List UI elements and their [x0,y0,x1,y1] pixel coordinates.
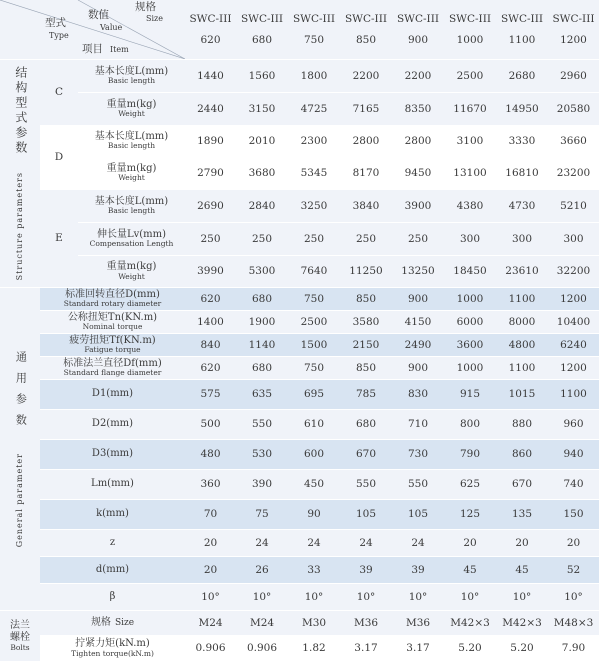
general-8-value-3: 105 [340,500,392,530]
structure-c-0-value-0: 1440 [185,60,236,93]
general-item-4 [40,380,185,410]
structure-item-d-1-cn: 重量m(kg) [106,162,157,174]
structure-e-0-value-0: 2690 [185,190,236,223]
structure-e-2-value-5: 18450 [444,256,496,288]
header-size-model: SWC-III [344,13,387,26]
bolts-1-value-1: 0.906 [236,636,288,662]
structure-c-0-value-1: 1560 [236,60,288,93]
structure-e-row-1 [0,223,599,256]
header-size-model: SWC-III [189,13,232,26]
bolts-row-1 [0,636,599,662]
general-0-value-2: 750 [288,288,340,311]
structure-e-0-value-3: 3840 [340,190,392,223]
structure-e-1-value-0: 250 [185,223,236,256]
header-size-1 [236,0,288,60]
general-3-value-0: 620 [185,357,236,380]
general-10-value-4: 39 [392,557,444,584]
header-item-cn: 项目 [82,43,103,55]
header-size-2 [288,0,340,60]
structure-e-1-value-3: 250 [340,223,392,256]
header-size-model: SWC-III [292,13,335,26]
structure-e-row-2 [0,256,599,288]
general-1-value-1: 1900 [236,311,288,334]
header-size-number: 1200 [560,33,587,46]
structure-e-0-value-1: 2840 [236,190,288,223]
general-10-value-7: 52 [548,557,599,584]
general-2-value-2: 1500 [288,334,340,357]
general-label-en: General parameter [15,452,25,548]
structure-e-2-value-6: 23610 [496,256,548,288]
header-size-number: 680 [251,33,273,46]
header-corner-cell [0,0,185,60]
header-size-model: SWC-III [500,13,543,26]
structure-d-1-value-4: 9450 [392,157,444,190]
general-11-value-2: 10° [288,584,340,611]
header-value-cn: 数值 [88,9,109,21]
header-size-3 [340,0,392,60]
structure-c-0-value-4: 2200 [392,60,444,93]
general-9-value-2: 24 [288,530,340,557]
general-item-0 [40,288,185,311]
general-row-5 [0,410,599,440]
structure-c-1-value-3: 7165 [340,93,392,126]
structure-e-0-value-5: 4380 [444,190,496,223]
header-size-model: SWC-III [552,13,595,26]
general-row-4 [0,380,599,410]
header-size-number: 1000 [456,33,484,46]
general-0-value-3: 850 [340,288,392,311]
general-7-value-4: 550 [392,470,444,500]
general-11-value-0: 10° [185,584,236,611]
general-row-1 [0,311,599,334]
general-7-value-7: 740 [548,470,599,500]
structure-c-0-value-2: 1800 [288,60,340,93]
general-4-value-7: 1100 [548,380,599,410]
general-5-value-6: 880 [496,410,548,440]
bolts-1-value-2: 1.82 [288,636,340,662]
structure-d-1-value-5: 13100 [444,157,496,190]
general-3-value-1: 680 [236,357,288,380]
general-1-value-5: 6000 [444,311,496,334]
structure-item-d-0-cn: 基本长度L(mm) [94,130,169,142]
structure-item-d-1-en: Weight [118,173,145,183]
general-6-value-2: 600 [288,440,340,470]
general-item-1 [40,311,185,334]
general-item-11-cn: β [109,590,116,602]
header-size-0 [185,0,236,60]
general-item-5 [40,410,185,440]
bolts-0-value-6: M42×3 [496,611,548,636]
structure-e-0-value-2: 3250 [288,190,340,223]
general-item-1-en: Nominal torque [82,322,143,332]
general-0-value-4: 900 [392,288,444,311]
structure-d-0-value-7: 3660 [548,126,599,157]
structure-d-0-value-3: 2800 [340,126,392,157]
bolts-1-value-6: 5.20 [496,636,548,662]
general-9-value-4: 24 [392,530,444,557]
general-7-value-3: 550 [340,470,392,500]
header-type-cn: 型式 [45,17,66,29]
bolts-0-value-4: M36 [392,611,444,636]
general-4-value-4: 830 [392,380,444,410]
general-item-10 [40,557,185,584]
general-8-value-5: 125 [444,500,496,530]
structure-d-0-value-0: 1890 [185,126,236,157]
bolts-0-value-1: M24 [236,611,288,636]
general-6-value-4: 730 [392,440,444,470]
general-2-value-1: 1140 [236,334,288,357]
structure-e-1-value-6: 300 [496,223,548,256]
general-item-7-cn: Lm(mm) [91,478,134,490]
bolts-item-1-cn: 拧紧力矩(kN.m) [75,638,150,650]
structure-label-cn: 结构型式参数 [13,66,28,157]
general-0-value-7: 1200 [548,288,599,311]
structure-d-0-value-2: 2300 [288,126,340,157]
general-5-value-4: 710 [392,410,444,440]
structure-d-1-value-0: 2790 [185,157,236,190]
structure-d-1-value-7: 23200 [548,157,599,190]
structure-item-c-0-cn: 基本长度L(mm) [94,65,169,77]
general-row-0 [0,288,599,311]
structure-d-1-value-1: 3680 [236,157,288,190]
general-4-value-6: 1015 [496,380,548,410]
structure-item-e-1-cn: 伸长量Lv(mm) [96,228,167,240]
general-9-value-5: 20 [444,530,496,557]
general-item-0-en: Standard rotary diameter [63,299,162,309]
general-3-value-7: 1200 [548,357,599,380]
structure-c-0-value-5: 2500 [444,60,496,93]
general-10-value-3: 39 [340,557,392,584]
general-2-value-6: 4800 [496,334,548,357]
structure-d-1-value-6: 16810 [496,157,548,190]
general-7-value-0: 360 [185,470,236,500]
header-size-6 [496,0,548,60]
general-3-value-2: 750 [288,357,340,380]
general-2-value-7: 6240 [548,334,599,357]
bolts-0-value-7: M48×3 [548,611,599,636]
general-item-2 [40,334,185,357]
general-2-value-3: 2150 [340,334,392,357]
general-8-value-4: 105 [392,500,444,530]
structure-item-d-0-en: Basic length [107,141,156,151]
structure-d-0-value-6: 3330 [496,126,548,157]
structure-d-0-value-5: 3100 [444,126,496,157]
general-item-7 [40,470,185,500]
bolts-label-cn: 法兰螺栓 [10,619,30,643]
header-size-5 [444,0,496,60]
type-c-label: C [40,60,78,126]
structure-e-1-value-4: 250 [392,223,444,256]
general-section-label [0,288,40,611]
general-11-value-6: 10° [496,584,548,611]
structure-item-e-2-en: Weight [118,271,145,281]
general-item-11 [40,584,185,611]
structure-e-2-value-3: 11250 [340,256,392,288]
structure-section-label [0,60,40,288]
structure-d-0-value-4: 2800 [392,126,444,157]
structure-item-e-0-en: Basic length [107,206,156,216]
structure-e-1-value-7: 300 [548,223,599,256]
structure-e-2-value-0: 3990 [185,256,236,288]
bolts-row-0 [0,611,599,636]
general-8-value-1: 75 [236,500,288,530]
general-item-2-en: Fatigue torque [84,345,141,355]
header-row [0,0,599,60]
general-8-value-7: 150 [548,500,599,530]
general-4-value-5: 915 [444,380,496,410]
structure-e-0-value-4: 3900 [392,190,444,223]
general-5-value-2: 610 [288,410,340,440]
general-row-10 [0,557,599,584]
general-2-value-0: 840 [185,334,236,357]
general-item-9 [40,530,185,557]
structure-c-1-value-2: 4725 [288,93,340,126]
general-row-8 [0,500,599,530]
general-row-6 [0,440,599,470]
header-size-number: 900 [407,33,429,46]
general-5-value-7: 960 [548,410,599,440]
general-8-value-2: 90 [288,500,340,530]
general-3-value-5: 1000 [444,357,496,380]
type-e-label: E [40,190,78,288]
bolts-item-0-en: Size [114,618,135,629]
general-0-value-0: 620 [185,288,236,311]
structure-c-1-value-5: 11670 [444,93,496,126]
general-7-value-6: 670 [496,470,548,500]
general-9-value-7: 20 [548,530,599,557]
header-item-en: Item [110,45,129,54]
general-5-value-5: 800 [444,410,496,440]
structure-e-1-value-1: 250 [236,223,288,256]
general-row-2 [0,334,599,357]
general-4-value-3: 785 [340,380,392,410]
header-size-number: 750 [303,33,325,46]
structure-c-1-value-1: 3150 [236,93,288,126]
structure-e-1-value-5: 300 [444,223,496,256]
general-item-8 [40,500,185,530]
general-10-value-5: 45 [444,557,496,584]
general-1-value-4: 4150 [392,311,444,334]
general-1-value-3: 3580 [340,311,392,334]
general-5-value-3: 680 [340,410,392,440]
general-4-value-0: 575 [185,380,236,410]
general-item-4-cn: D1(mm) [91,388,134,400]
general-4-value-1: 635 [236,380,288,410]
structure-item-e-2 [78,256,185,288]
structure-d-1-value-3: 8170 [340,157,392,190]
structure-c-row-0 [0,60,599,93]
general-9-value-0: 20 [185,530,236,557]
bolts-section-label [0,611,40,662]
general-0-value-1: 680 [236,288,288,311]
structure-e-0-value-6: 4730 [496,190,548,223]
general-10-value-2: 33 [288,557,340,584]
structure-item-d-1 [78,157,185,190]
structure-c-0-value-3: 2200 [340,60,392,93]
general-6-value-6: 860 [496,440,548,470]
structure-c-row-1 [0,93,599,126]
structure-label-en: Structure parameters [15,172,25,281]
general-3-value-4: 900 [392,357,444,380]
bolts-item-0-line [40,617,185,629]
structure-item-c-0-en: Basic length [107,76,156,86]
structure-e-2-value-7: 32200 [548,256,599,288]
structure-c-1-value-4: 8350 [392,93,444,126]
bolts-item-0 [40,611,185,636]
bolts-1-value-3: 3.17 [340,636,392,662]
general-item-8-cn: k(mm) [96,508,129,520]
bolts-item-1 [40,636,185,662]
general-5-value-0: 500 [185,410,236,440]
general-5-value-1: 550 [236,410,288,440]
general-8-value-6: 135 [496,500,548,530]
general-11-value-5: 10° [444,584,496,611]
general-1-value-6: 8000 [496,311,548,334]
header-value-en: Value [100,23,123,32]
general-10-value-0: 20 [185,557,236,584]
header-size-model: SWC-III [240,13,283,26]
general-item-6-cn: D3(mm) [91,448,134,460]
header-type-en: Type [49,31,69,40]
bolts-1-value-0: 0.906 [185,636,236,662]
general-row-9 [0,530,599,557]
general-11-value-3: 10° [340,584,392,611]
bolts-label-en: Bolts [10,642,30,652]
general-7-value-1: 390 [236,470,288,500]
general-7-value-2: 450 [288,470,340,500]
general-3-value-6: 1100 [496,357,548,380]
general-6-value-3: 670 [340,440,392,470]
general-row-3 [0,357,599,380]
structure-e-2-value-1: 5300 [236,256,288,288]
general-6-value-0: 480 [185,440,236,470]
type-d-label: D [40,126,78,190]
bolts-item-0-cn: 规格 [90,617,111,629]
structure-item-c-0 [78,60,185,93]
header-size-number: 620 [200,33,221,46]
general-7-value-5: 625 [444,470,496,500]
general-6-value-1: 530 [236,440,288,470]
general-1-value-2: 2500 [288,311,340,334]
header-size-number: 850 [355,33,377,46]
structure-c-1-value-6: 14950 [496,93,548,126]
structure-label-wrap [0,66,40,280]
general-6-value-5: 790 [444,440,496,470]
bolts-1-value-5: 5.20 [444,636,496,662]
general-item-3 [40,357,185,380]
general-item-3-en: Standard flange diameter [63,368,162,378]
general-item-6 [40,440,185,470]
structure-e-0-value-7: 5210 [548,190,599,223]
header-size-cn: 规格 [135,1,156,13]
general-10-value-6: 45 [496,557,548,584]
general-2-value-5: 3600 [444,334,496,357]
structure-c-0-value-7: 2960 [548,60,599,93]
structure-item-e-1 [78,223,185,256]
structure-d-0-value-1: 2010 [236,126,288,157]
structure-item-c-1-cn: 重量m(kg) [106,98,157,110]
general-item-3-cn: 标准法兰直径Df(mm) [63,357,162,369]
general-1-value-7: 10400 [548,311,599,334]
structure-c-1-value-0: 2440 [185,93,236,126]
bolts-item-1-en: Tighten torque(kN.m) [71,648,154,658]
structure-e-2-value-4: 13250 [392,256,444,288]
general-row-7 [0,470,599,500]
header-size-7 [548,0,599,60]
bolts-0-value-0: M24 [185,611,236,636]
structure-d-1-value-2: 5345 [288,157,340,190]
general-11-value-1: 10° [236,584,288,611]
structure-c-1-value-7: 20580 [548,93,599,126]
general-9-value-6: 20 [496,530,548,557]
structure-d-row-0 [0,126,599,157]
general-item-9-cn: z [109,536,116,548]
structure-e-row-0 [0,190,599,223]
general-10-value-1: 26 [236,557,288,584]
general-0-value-5: 1000 [444,288,496,311]
general-label-wrap [0,351,40,547]
general-4-value-2: 695 [288,380,340,410]
bolts-0-value-5: M42×3 [444,611,496,636]
general-9-value-3: 24 [340,530,392,557]
bolts-0-value-2: M30 [288,611,340,636]
general-6-value-7: 940 [548,440,599,470]
structure-e-2-value-2: 7640 [288,256,340,288]
general-item-10-cn: d(mm) [95,563,130,575]
structure-item-e-0-cn: 基本长度L(mm) [94,195,169,207]
structure-item-c-1-en: Weight [118,109,145,119]
header-size-number: 1100 [508,33,536,46]
header-size-model: SWC-III [448,13,491,26]
general-item-2-cn: 疲劳扭矩Tf(KN.m) [69,334,156,346]
header-size-4 [392,0,444,60]
general-item-1-cn: 公称扭矩Tn(KN.m) [67,311,158,323]
structure-item-e-2-cn: 重量m(kg) [106,261,157,273]
bolts-0-value-3: M36 [340,611,392,636]
general-9-value-1: 24 [236,530,288,557]
bolts-1-value-4: 3.17 [392,636,444,662]
structure-d-row-1 [0,157,599,190]
structure-c-0-value-6: 2680 [496,60,548,93]
general-item-5-cn: D2(mm) [91,418,134,430]
general-2-value-4: 2490 [392,334,444,357]
general-row-11 [0,584,599,611]
structure-item-e-1-en: Compensation Length [89,239,174,249]
general-0-value-6: 1100 [496,288,548,311]
general-11-value-7: 10° [548,584,599,611]
structure-item-d-0 [78,126,185,157]
structure-item-c-1 [78,93,185,126]
general-1-value-0: 1400 [185,311,236,334]
bolts-1-value-7: 7.90 [548,636,599,662]
general-11-value-4: 10° [392,584,444,611]
general-label-cn: 通用参数 [14,350,28,435]
general-8-value-0: 70 [185,500,236,530]
header-size-model: SWC-III [396,13,439,26]
structure-e-1-value-2: 250 [288,223,340,256]
general-item-0-cn: 标准回转直径D(mm) [65,288,160,300]
general-3-value-3: 850 [340,357,392,380]
structure-item-e-0 [78,190,185,223]
header-size-en: Size [146,14,163,23]
